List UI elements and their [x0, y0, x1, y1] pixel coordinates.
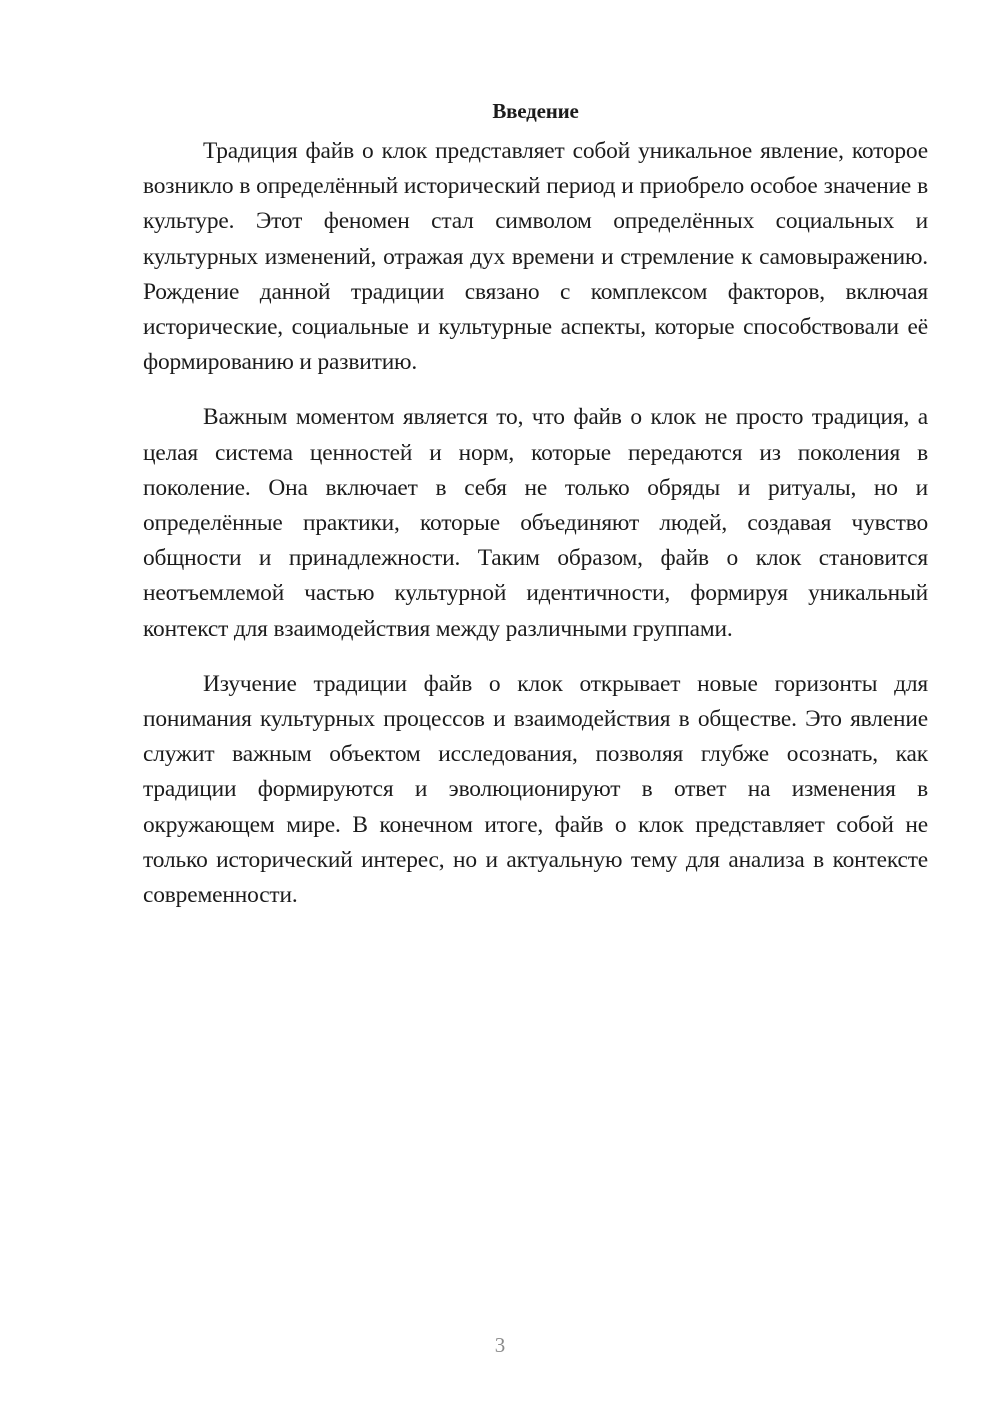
- paragraph-2: Важным моментом является то, что файв о клок не просто традиция, а целая система ценностей и норм, которые передаются из поколения в поколение. Она включает в себя не только обряды и ритуалы, но и определённые практики, которые объединяют людей, создавая чувство общности и принадлежности. Таким образом, файв о клок становится неотъемлемой частью культурной идентичности, формируя уникальный контекст для взаимодействия между различными группами.: [143, 404, 928, 642]
- document-body: [143, 96, 928, 933]
- section-heading: Введение: [492, 99, 579, 123]
- paragraph-3: Изучение традиции файв о клок открывает новые горизонты для понимания культурных процессов и взаимодействия в обществе. Это явление служит важным объектом исследования, позволяя глубже осознать, как традиции формируются и эволюционируют в ответ на изменения в окружающем мире. В конечном итоге, файв о клок представляет собой не только исторический интерес, но и актуальную тему для анализа в контексте современности.: [143, 670, 928, 909]
- paragraph-1: Традиция файв о клок представляет собой уникальное явление, которое возникло в определённый исторический период и приобрело особое значение в культуре. Этот феномен стал символом определённых социальных и культурных изменений, отражая дух времени и стремление к самовыражению. Рождение данной традиции связано с комплексом факторов, включая исторические, социальные и культурные аспекты, которые способствовали её формированию и развитию.: [143, 138, 928, 376]
- page-number: 3: [494, 1333, 506, 1357]
